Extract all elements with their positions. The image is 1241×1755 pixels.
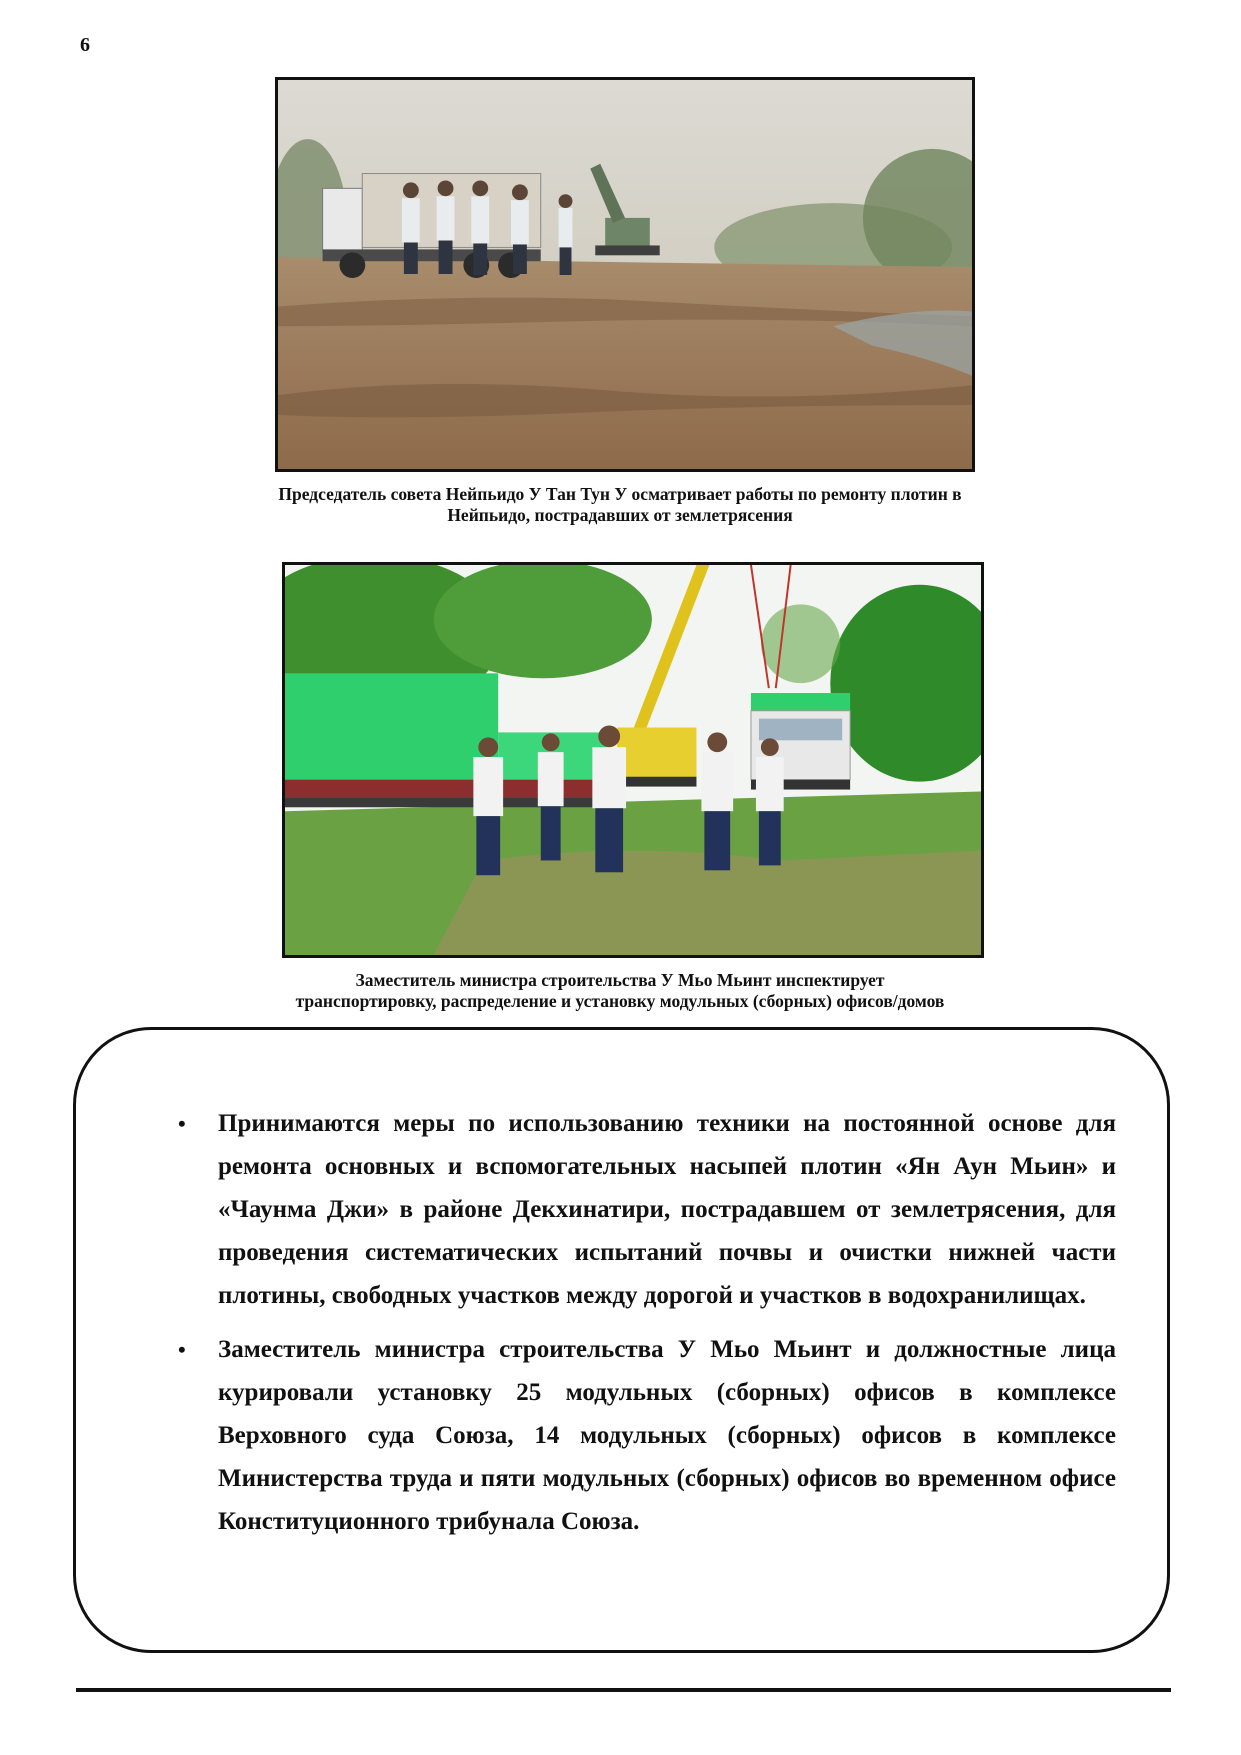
caption-line: Председатель совета Нейпьидо У Тан Тун У осматривает работы по ремонту плотин в <box>278 484 962 504</box>
caption-line: Заместитель министра строительства У Мьо Мьинт инспектирует <box>355 970 885 990</box>
caption-line: транспортировку, распределение и установку модульных (сборных) офисов/домов <box>295 991 945 1011</box>
list-item-text: Принимаются меры по использованию техники на постоянной основе для ремонта основных и вспомогательных насыпей плотин «Ян Аун Мьин» и «Чаунма Джи» в районе Декхинатири, пострадавшем от землетрясения, для проведения систематических испытаний почвы и очистки нижней части плотины, свободных участков между дорогой и участков в водохранилищах. <box>218 1110 1116 1309</box>
list-item-text: Заместитель министра строительства У Мьо Мьинт и должностные лица курировали установку 25 модульных (сборных) офисов в комплексе Верховного суда Союза, 14 модульных (сборных) офисов в комплексе Министерства труда и пяти модульных (сборных) офисов во временном офисе Конституционного трибунала Союза. <box>218 1336 1116 1535</box>
bullet-icon: • <box>178 1337 186 1362</box>
figure-caption <box>190 970 1050 1012</box>
list-item <box>146 1102 1116 1317</box>
footer-rule <box>76 1688 1171 1692</box>
figure-caption <box>190 484 1050 526</box>
info-list <box>146 1102 1116 1554</box>
list-item <box>146 1328 1116 1543</box>
modular-office-transport-photo <box>282 562 984 958</box>
dam-repair-site-photo <box>275 77 975 472</box>
bullet-icon: • <box>178 1111 186 1136</box>
page-number: 6 <box>80 34 90 56</box>
info-box <box>73 1027 1170 1653</box>
caption-line: Нейпьидо, пострадавших от землетрясения <box>447 505 793 525</box>
